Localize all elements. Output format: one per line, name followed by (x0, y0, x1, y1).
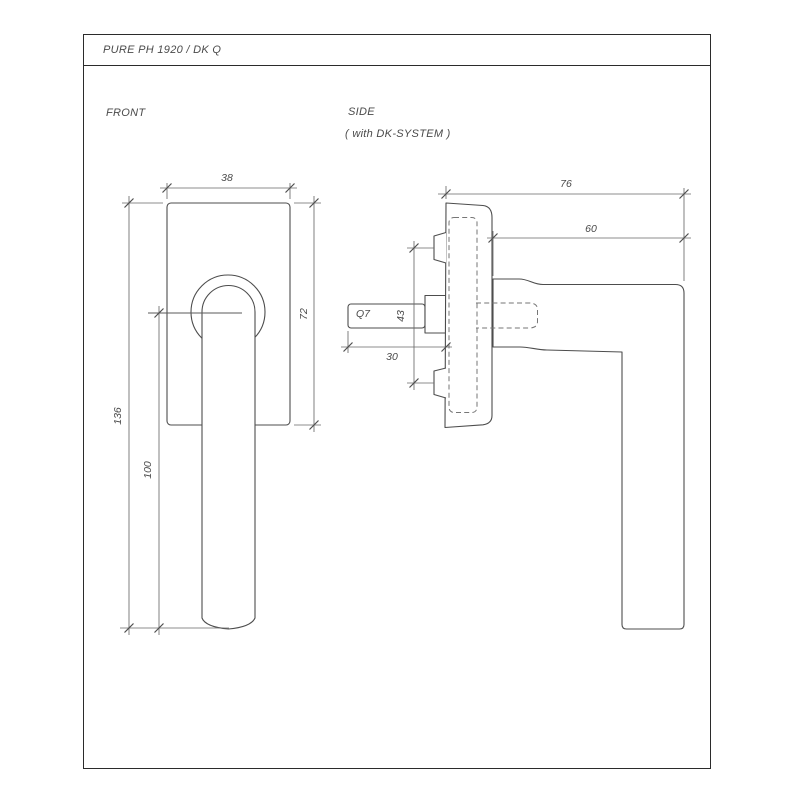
side-rosette-outline (445, 203, 492, 428)
front-handle-grip (202, 286, 255, 630)
side-dim-spindle-length (341, 331, 452, 363)
side-spindle-block (425, 296, 446, 334)
side-spindle-size-label: Q7 (356, 308, 371, 320)
front-dim-plate-height-value: 72 (298, 308, 310, 320)
side-handle-lever (493, 279, 684, 629)
front-dim-width-value: 38 (221, 172, 233, 184)
front-view-label: FRONT (106, 107, 146, 119)
side-dim-pin-spacing-value: 43 (395, 310, 407, 322)
side-view (341, 178, 691, 629)
side-dim-grip-depth (487, 223, 691, 276)
front-dim-grip-length-value: 100 (142, 461, 154, 479)
front-dim-total-height-value: 136 (112, 407, 124, 425)
side-dim-grip-depth-value: 60 (585, 223, 597, 235)
front-dim-plate-height (294, 196, 321, 432)
front-view (112, 172, 321, 635)
side-dim-total-depth-value: 76 (560, 178, 572, 190)
side-lower-pin (434, 368, 446, 398)
side-upper-pin (434, 233, 446, 264)
document-title: PURE PH 1920 / DK Q (103, 43, 222, 56)
side-view-label: SIDE (348, 106, 375, 118)
side-view-sublabel: ( with DK-SYSTEM ) (345, 128, 451, 140)
front-dim-width (160, 172, 297, 199)
side-dim-spindle-length-value: 30 (386, 351, 398, 363)
front-dim-grip-length (142, 306, 164, 635)
